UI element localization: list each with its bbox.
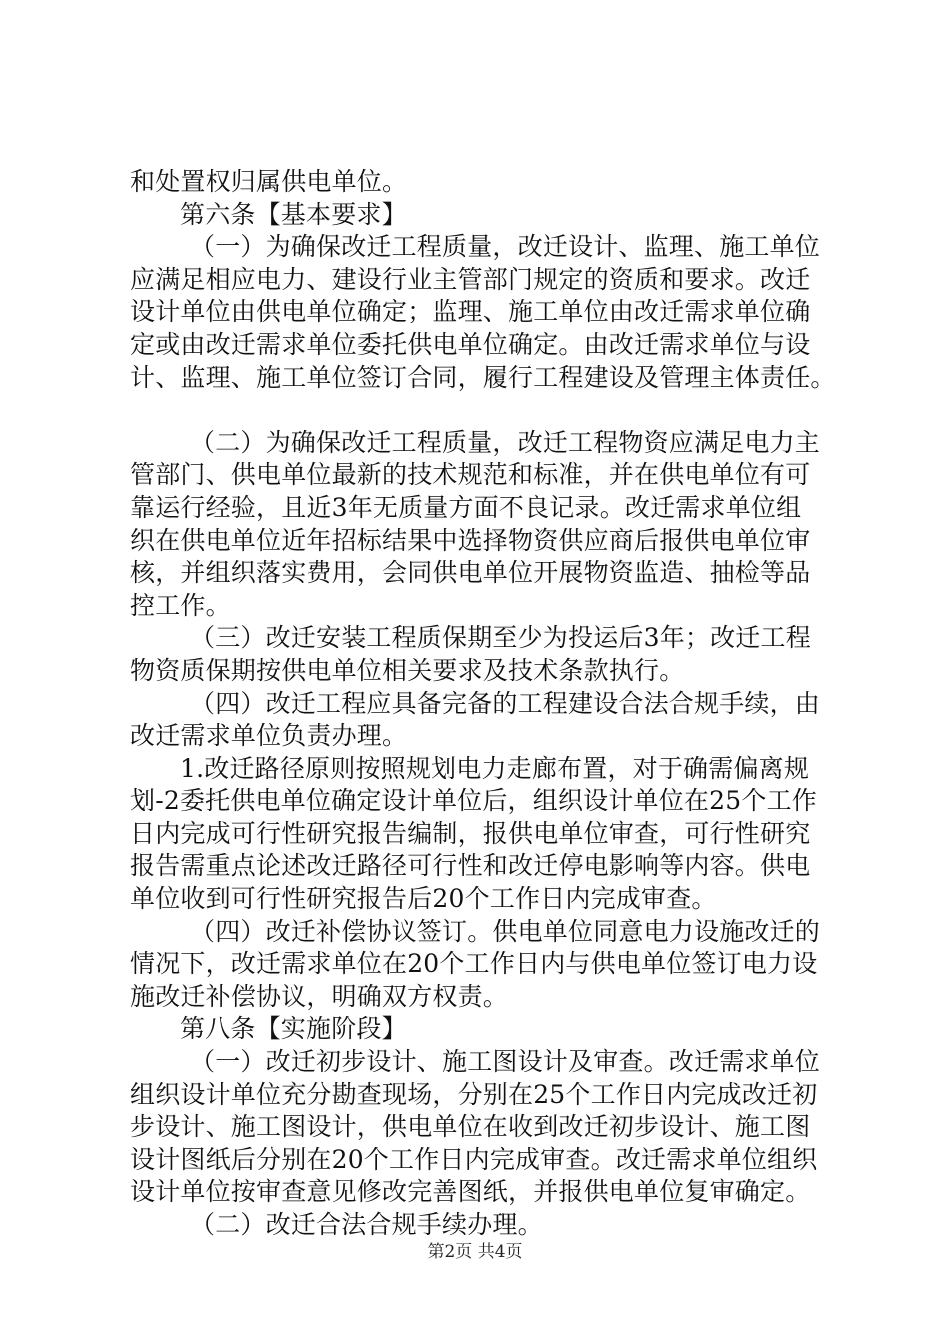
section-heading: 第八条【实施阶段】 [180,1014,407,1044]
text-line: 步设计、施工图设计，供电单位在收到改迁初步设计、施工图 [130,1112,811,1142]
paragraph-gap [130,394,840,427]
text-line: 设计单位由供电单位确定；监理、施工单位由改迁需求单位确 [130,297,811,327]
paragraph-start: （一）为确保改迁工程质量，改迁设计、监理、施工单位 [190,232,821,262]
paragraph-start: （一）改迁初步设计、施工图设计及审查。改迁需求单位 [190,1047,821,1077]
text-line: 日内完成可行性研究报告编制，报供电单位审查，可行性研究 [130,818,811,848]
text-line: 组织设计单位充分勘查现场，分别在25个工作日内完成改迁初 [130,1079,818,1109]
page-number-footer: 第2页 共4页 [427,1242,523,1262]
text-line: 设计单位按审查意见修改完善图纸，并报供电单位复审确定。 [130,1177,811,1207]
text-line: 定或由改迁需求单位委托供电单位确定。由改迁需求单位与设 [130,329,811,359]
paragraph-start: （四）改迁工程应具备完备的工程建设合法合规手续，由 [190,688,821,718]
text-line: 情况下，改迁需求单位在20个工作日内与供电单位签订电力设 [130,949,818,979]
paragraph-start: （二）改迁合法合规手续办理。 [190,1210,543,1239]
text-line: 设计图纸后分别在20个工作日内完成审查。改迁需求单位组织 [130,1144,818,1174]
text-line: 和处置权归属供电单位。 [130,167,408,196]
text-line: 改迁需求单位负责办理。 [130,721,408,751]
text-line: 施改迁补偿协议，明确双方权责。 [130,981,509,1011]
section-heading: 第六条【基本要求】 [180,199,407,229]
text-line: 靠运行经验，且近3年无质量方面不良记录。改迁需求单位组 [130,492,802,522]
paragraph-start: （四）改迁补偿协议签订。供电单位同意电力设施改迁的 [190,916,821,946]
text-line: 报告需重点论述改迁路径可行性和改迁停电影响等内容。供电 [130,851,811,881]
text-line: 应满足相应电力、建设行业主管部门规定的资质和要求。改迁 [130,264,811,294]
text-line: 控工作。 [130,590,231,620]
paragraph-start: （三）改迁安装工程质保期至少为投运后3年；改迁工程 [190,623,811,653]
text-line: 核，并组织落实费用，会同供电单位开展物资监造、抽检等品 [130,558,811,588]
paragraph-start: （二）为确保改迁工程质量，改迁工程物资应满足电力主 [190,427,821,457]
text-line: 单位收到可行性研究报告后20个工作日内完成审查。 [130,884,717,914]
paragraph-start: 1.改迁路径原则按照规划电力走廊布置，对于确需偏离规 [180,753,810,783]
text-line: 管部门、供电单位最新的技术规范和标准，并在供电单位有可 [130,460,811,490]
text-line: 织在供电单位近年招标结果中选择物资供应商后报供电单位审 [130,525,811,555]
text-line: 计、监理、施工单位签订合同，履行工程建设及管理主体责任。 [130,362,836,392]
document-body [130,166,840,1242]
text-line: 划-2委托供电单位确定设计单位后，组织设计单位在25个工作 [130,786,817,816]
text-line: 物资质保期按供电单位相关要求及技术条款执行。 [130,655,685,685]
